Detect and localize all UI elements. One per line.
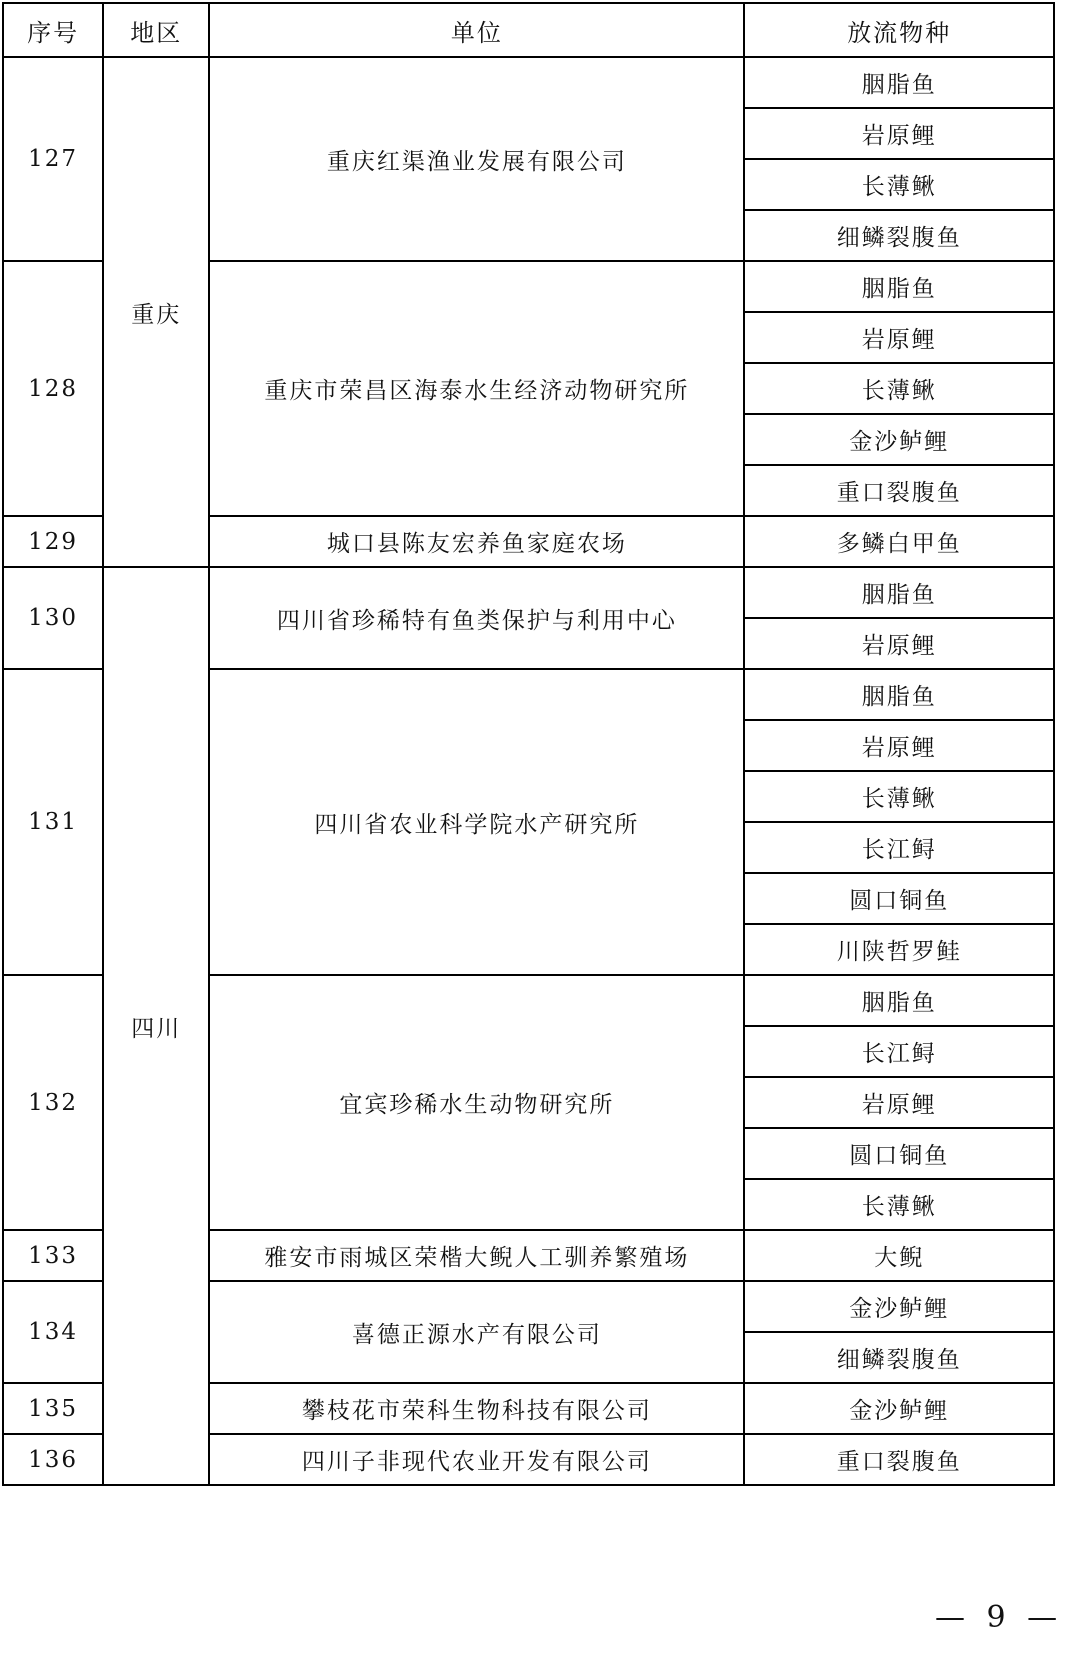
species-cell: 川陕哲罗鲑: [744, 924, 1054, 975]
unit-cell: 雅安市雨城区荣楷大鲵人工驯养繁殖场: [209, 1230, 744, 1281]
unit-cell: 四川省农业科学院水产研究所: [209, 669, 744, 975]
species-cell: 圆口铜鱼: [744, 873, 1054, 924]
species-cell: 金沙鲈鲤: [744, 414, 1054, 465]
unit-cell: 城口县陈友宏养鱼家庭农场: [209, 516, 744, 567]
species-cell: 重口裂腹鱼: [744, 1434, 1054, 1485]
species-cell: 圆口铜鱼: [744, 1128, 1054, 1179]
region-cell: 重庆: [103, 57, 209, 567]
row-number: 135: [3, 1383, 103, 1434]
release-table: [2, 2, 1055, 1486]
region-cell: 四川: [103, 567, 209, 1485]
row-number: 128: [3, 261, 103, 516]
row-number: 127: [3, 57, 103, 261]
table-body: [3, 57, 1054, 1485]
page-number: — 9 —: [935, 1600, 1064, 1635]
row-number: 136: [3, 1434, 103, 1485]
unit-cell: 四川子非现代农业开发有限公司: [209, 1434, 744, 1485]
unit-cell: 重庆市荣昌区海泰水生经济动物研究所: [209, 261, 744, 516]
row-number: 129: [3, 516, 103, 567]
species-cell: 胭脂鱼: [744, 975, 1054, 1026]
species-cell: 长薄鳅: [744, 159, 1054, 210]
species-cell: 细鳞裂腹鱼: [744, 1332, 1054, 1383]
header-species: 放流物种: [744, 3, 1054, 57]
header-unit: 单位: [209, 3, 744, 57]
unit-cell: 攀枝花市荣科生物科技有限公司: [209, 1383, 744, 1434]
species-cell: 岩原鲤: [744, 108, 1054, 159]
species-cell: 胭脂鱼: [744, 567, 1054, 618]
table-row: [3, 567, 1054, 618]
species-cell: 岩原鲤: [744, 618, 1054, 669]
unit-cell: 四川省珍稀特有鱼类保护与利用中心: [209, 567, 744, 669]
unit-cell: 重庆红渠渔业发展有限公司: [209, 57, 744, 261]
species-cell: 重口裂腹鱼: [744, 465, 1054, 516]
species-cell: 细鳞裂腹鱼: [744, 210, 1054, 261]
row-number: 133: [3, 1230, 103, 1281]
species-cell: 金沙鲈鲤: [744, 1383, 1054, 1434]
species-cell: 岩原鲤: [744, 1077, 1054, 1128]
table-row: [3, 57, 1054, 108]
row-number: 132: [3, 975, 103, 1230]
species-cell: 长薄鳅: [744, 771, 1054, 822]
row-number: 130: [3, 567, 103, 669]
header-no: 序号: [3, 3, 103, 57]
species-cell: 长薄鳅: [744, 363, 1054, 414]
species-cell: 岩原鲤: [744, 312, 1054, 363]
header-region: 地区: [103, 3, 209, 57]
species-cell: 胭脂鱼: [744, 57, 1054, 108]
species-cell: 长薄鳅: [744, 1179, 1054, 1230]
species-cell: 长江鲟: [744, 822, 1054, 873]
species-cell: 多鳞白甲鱼: [744, 516, 1054, 567]
species-cell: 岩原鲤: [744, 720, 1054, 771]
species-cell: 长江鲟: [744, 1026, 1054, 1077]
unit-cell: 宜宾珍稀水生动物研究所: [209, 975, 744, 1230]
table-header-row: [3, 3, 1054, 57]
species-cell: 大鲵: [744, 1230, 1054, 1281]
row-number: 134: [3, 1281, 103, 1383]
species-cell: 胭脂鱼: [744, 669, 1054, 720]
species-cell: 胭脂鱼: [744, 261, 1054, 312]
row-number: 131: [3, 669, 103, 975]
unit-cell: 喜德正源水产有限公司: [209, 1281, 744, 1383]
species-cell: 金沙鲈鲤: [744, 1281, 1054, 1332]
